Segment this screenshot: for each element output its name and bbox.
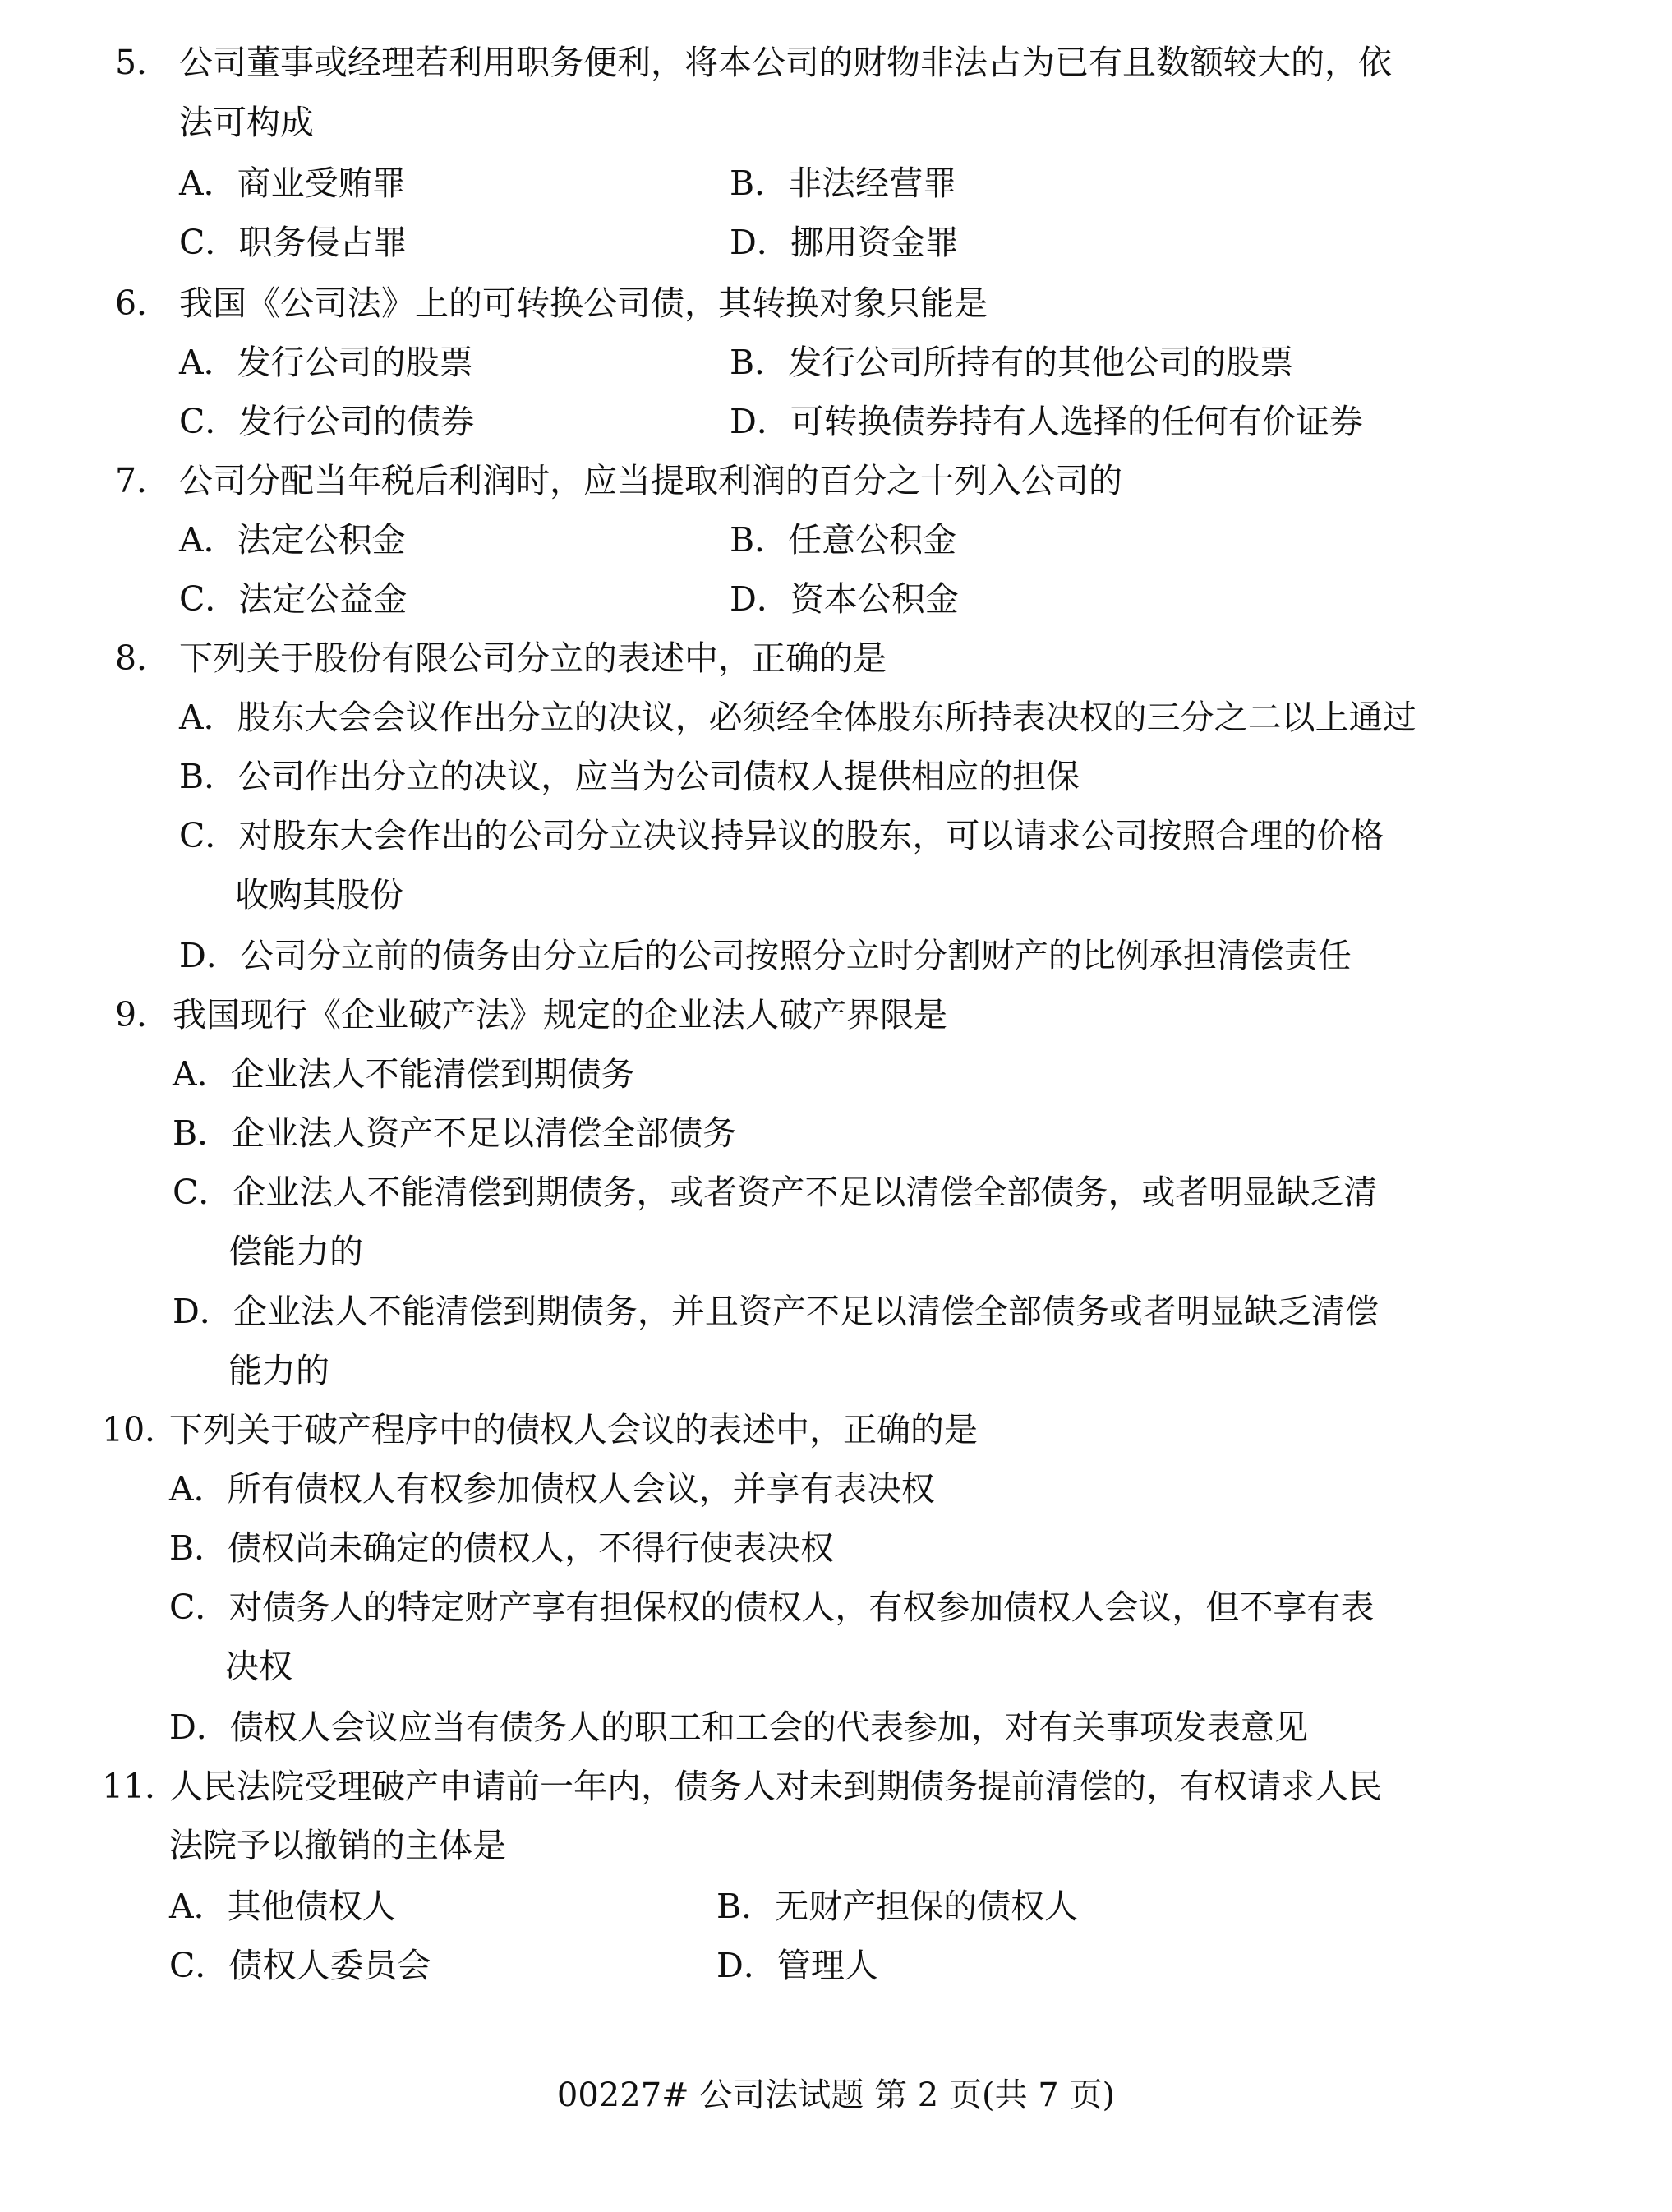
question-11-option-b: B．无财产担保的债权人 — [716, 1887, 1079, 1926]
question-8-number: 8． — [115, 638, 171, 678]
question-7-stem: 公司分配当年税后利润时，应当提取利润的百分之十列入公司的 — [179, 461, 1122, 500]
question-6-option-d: D．可转换债券持有人选择的任何有价证券 — [730, 402, 1363, 441]
question-9-option-c-line1: C．企业法人不能清偿到期债务，或者资产不足以清偿全部债务，或者明显缺乏清 — [173, 1173, 1378, 1212]
question-10-stem: 下列关于破产程序中的债权人会议的表述中，正确的是 — [169, 1410, 978, 1449]
question-7-option-c: C．法定公益金 — [179, 579, 408, 619]
question-8-option-c-line2: 收购其股份 — [235, 875, 403, 915]
question-10-option-d: D．债权人会议应当有债务人的职工和工会的代表参加，对有关事项发表意见 — [169, 1707, 1308, 1747]
question-11-stem-line1: 人民法院受理破产申请前一年内，债务人对未到期债务提前清偿的，有权请求人民 — [169, 1767, 1382, 1806]
question-6-option-c: C．发行公司的债券 — [179, 402, 475, 441]
question-11-stem-line2: 法院予以撤销的主体是 — [169, 1826, 506, 1865]
question-5-option-a: A．商业受贿罪 — [179, 164, 406, 203]
question-9-option-c-line2: 偿能力的 — [228, 1232, 363, 1271]
page-footer: 00227# 公司法试题 第 2 页(共 7 页) — [556, 2076, 1116, 2114]
question-11-option-d: D．管理人 — [716, 1946, 878, 1985]
question-8-option-c-line1: C．对股东大会作出的公司分立决议持异议的股东，可以请求公司按照合理的价格 — [179, 816, 1384, 855]
question-7-option-b: B．任意公积金 — [730, 520, 957, 560]
question-5-number: 5． — [115, 43, 171, 82]
question-9-option-b: B．企业法人资产不足以清偿全部债务 — [173, 1113, 737, 1153]
question-9-option-d-line2: 能力的 — [228, 1351, 329, 1390]
question-7-number: 7． — [115, 461, 171, 500]
question-8-option-a: A．股东大会会议作出分立的决议，必须经全体股东所持表决权的三分之二以上通过 — [179, 698, 1416, 737]
question-5-option-c: C．职务侵占罪 — [179, 223, 408, 262]
question-5-option-d: D．挪用资金罪 — [730, 223, 959, 262]
question-8-option-b: B．公司作出分立的决议，应当为公司债权人提供相应的担保 — [179, 757, 1080, 796]
question-7-option-d: D．资本公积金 — [730, 579, 959, 619]
question-7-option-a: A．法定公积金 — [179, 520, 406, 560]
question-6-option-a: A．发行公司的股票 — [179, 343, 473, 382]
question-10-option-a: A．所有债权人有权参加债权人会议，并享有表决权 — [169, 1469, 935, 1509]
question-8-option-d: D．公司分立前的债务由分立后的公司按照分立时分割财产的比例承担清偿责任 — [179, 936, 1352, 975]
question-10-option-c-line1: C．对债务人的特定财产享有担保权的债权人，有权参加债权人会议，但不享有表 — [169, 1588, 1375, 1627]
question-5-stem-line2: 法可构成 — [179, 103, 314, 142]
question-11-option-c: C．债权人委员会 — [169, 1946, 431, 1985]
question-10-option-c-line2: 决权 — [225, 1647, 292, 1686]
question-11-option-a: A．其他债权人 — [169, 1887, 396, 1926]
question-6-number: 6． — [115, 283, 171, 323]
question-9-option-a: A．企业法人不能清偿到期债务 — [173, 1054, 635, 1094]
question-10-option-b: B．债权尚未确定的债权人，不得行使表决权 — [169, 1528, 835, 1568]
question-5-option-b: B．非法经营罪 — [730, 164, 957, 203]
question-6-option-b: B．发行公司所持有的其他公司的股票 — [730, 343, 1294, 382]
question-8-stem: 下列关于股份有限公司分立的表述中，正确的是 — [179, 638, 887, 678]
question-6-stem: 我国《公司法》上的可转换公司债，其转换对象只能是 — [179, 283, 988, 323]
question-9-option-d-line1: D．企业法人不能清偿到期债务，并且资产不足以清偿全部债务或者明显缺乏清偿 — [173, 1292, 1379, 1331]
question-9-stem: 我国现行《企业破产法》规定的企业法人破产界限是 — [173, 995, 947, 1035]
question-10-number: 10． — [102, 1410, 179, 1449]
question-5-stem-line1: 公司董事或经理若利用职务便利，将本公司的财物非法占为已有且数额较大的，依 — [179, 43, 1392, 82]
question-11-number: 11． — [102, 1767, 179, 1806]
question-9-number: 9． — [115, 995, 171, 1035]
